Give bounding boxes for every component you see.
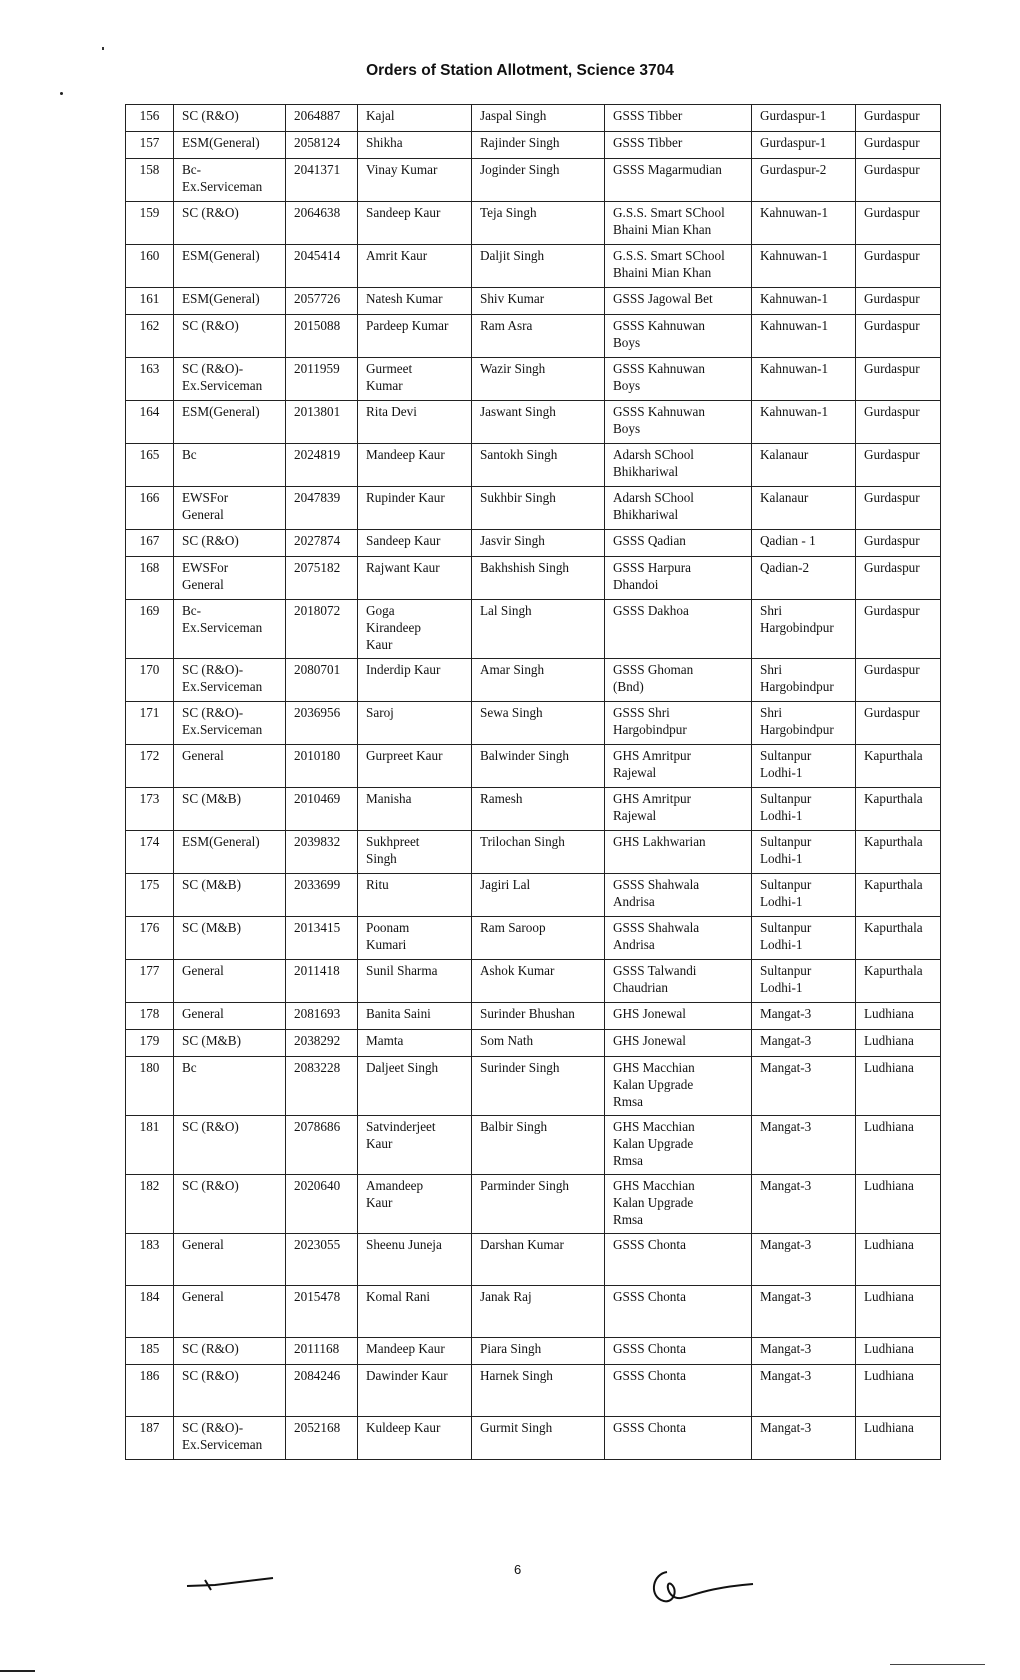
table-row (126, 288, 941, 315)
category-cell: SC (R&O) (174, 530, 286, 557)
name-cell: Gurpreet Kaur (358, 745, 472, 788)
block-cell: Mangat-3 (752, 1365, 856, 1417)
category-cell: SC (R&O)- Ex.Serviceman (174, 659, 286, 702)
roll-number-cell: 2011168 (286, 1338, 358, 1365)
father-name-cell: Harnek Singh (472, 1365, 605, 1417)
block-cell: Qadian-2 (752, 557, 856, 600)
category-cell: SC (R&O) (174, 1116, 286, 1175)
name-cell: Komal Rani (358, 1286, 472, 1338)
district-cell: Gurdaspur (856, 288, 941, 315)
block-cell: Sultanpur Lodhi-1 (752, 831, 856, 874)
district-cell: Ludhiana (856, 1003, 941, 1030)
serial-cell: 157 (126, 132, 174, 159)
allotment-table-body (126, 105, 941, 1460)
category-cell: Bc (174, 444, 286, 487)
table-row (126, 659, 941, 702)
district-cell: Ludhiana (856, 1338, 941, 1365)
district-cell: Ludhiana (856, 1030, 941, 1057)
category-cell: ESM(General) (174, 132, 286, 159)
roll-number-cell: 2041371 (286, 159, 358, 202)
edge-mark-right (890, 1664, 985, 1665)
table-row (126, 917, 941, 960)
serial-cell: 173 (126, 788, 174, 831)
father-name-cell: Wazir Singh (472, 358, 605, 401)
father-name-cell: Ram Asra (472, 315, 605, 358)
school-cell: GSSS Dakhoa (605, 600, 752, 659)
document-title: Orders of Station Allotment, Science 3704 (366, 62, 674, 79)
name-cell: Pardeep Kumar (358, 315, 472, 358)
table-row (126, 831, 941, 874)
table-row (126, 202, 941, 245)
block-cell: Gurdaspur-2 (752, 159, 856, 202)
category-cell: ESM(General) (174, 245, 286, 288)
district-cell: Kapurthala (856, 960, 941, 1003)
roll-number-cell: 2033699 (286, 874, 358, 917)
district-cell: Kapurthala (856, 788, 941, 831)
serial-cell: 169 (126, 600, 174, 659)
serial-cell: 158 (126, 159, 174, 202)
school-cell: GSSS Shahwala Andrisa (605, 917, 752, 960)
school-cell: GHS Macchian Kalan Upgrade Rmsa (605, 1116, 752, 1175)
district-cell: Kapurthala (856, 745, 941, 788)
district-cell: Gurdaspur (856, 159, 941, 202)
school-cell: GHS Macchian Kalan Upgrade Rmsa (605, 1057, 752, 1116)
roll-number-cell: 2064638 (286, 202, 358, 245)
name-cell: Sunil Sharma (358, 960, 472, 1003)
serial-cell: 181 (126, 1116, 174, 1175)
district-cell: Ludhiana (856, 1234, 941, 1286)
school-cell: GSSS Harpura Dhandoi (605, 557, 752, 600)
roll-number-cell: 2075182 (286, 557, 358, 600)
school-cell: G.S.S. Smart SChool Bhaini Mian Khan (605, 202, 752, 245)
block-cell: Gurdaspur-1 (752, 105, 856, 132)
serial-cell: 183 (126, 1234, 174, 1286)
serial-cell: 164 (126, 401, 174, 444)
district-cell: Gurdaspur (856, 358, 941, 401)
district-cell: Gurdaspur (856, 659, 941, 702)
roll-number-cell: 2013415 (286, 917, 358, 960)
serial-cell: 172 (126, 745, 174, 788)
allotment-table (125, 104, 941, 1460)
table-row (126, 315, 941, 358)
roll-number-cell: 2013801 (286, 401, 358, 444)
category-cell: SC (R&O) (174, 105, 286, 132)
serial-cell: 187 (126, 1417, 174, 1460)
father-name-cell: Balwinder Singh (472, 745, 605, 788)
block-cell: Sultanpur Lodhi-1 (752, 917, 856, 960)
school-cell: Adarsh SChool Bhikhariwal (605, 444, 752, 487)
district-cell: Gurdaspur (856, 202, 941, 245)
category-cell: General (174, 745, 286, 788)
father-name-cell: Bakhshish Singh (472, 557, 605, 600)
name-cell: Daljeet Singh (358, 1057, 472, 1116)
father-name-cell: Surinder Bhushan (472, 1003, 605, 1030)
name-cell: Natesh Kumar (358, 288, 472, 315)
school-cell: GSSS Jagowal Bet (605, 288, 752, 315)
table-row (126, 444, 941, 487)
category-cell: EWSFor General (174, 557, 286, 600)
signature-left (185, 1572, 275, 1594)
table-row (126, 557, 941, 600)
roll-number-cell: 2038292 (286, 1030, 358, 1057)
district-cell: Gurdaspur (856, 105, 941, 132)
father-name-cell: Gurmit Singh (472, 1417, 605, 1460)
district-cell: Gurdaspur (856, 530, 941, 557)
name-cell: Mandeep Kaur (358, 444, 472, 487)
school-cell: G.S.S. Smart SChool Bhaini Mian Khan (605, 245, 752, 288)
roll-number-cell: 2020640 (286, 1175, 358, 1234)
table-row (126, 245, 941, 288)
name-cell: Saroj (358, 702, 472, 745)
name-cell: Mamta (358, 1030, 472, 1057)
district-cell: Gurdaspur (856, 245, 941, 288)
father-name-cell: Jagiri Lal (472, 874, 605, 917)
father-name-cell: Jaspal Singh (472, 105, 605, 132)
name-cell: Manisha (358, 788, 472, 831)
district-cell: Kapurthala (856, 874, 941, 917)
name-cell: Poonam Kumari (358, 917, 472, 960)
block-cell: Kalanaur (752, 487, 856, 530)
school-cell: GHS Lakhwarian (605, 831, 752, 874)
block-cell: Mangat-3 (752, 1116, 856, 1175)
school-cell: GSSS Magarmudian (605, 159, 752, 202)
table-row (126, 1338, 941, 1365)
roll-number-cell: 2078686 (286, 1116, 358, 1175)
table-row (126, 1286, 941, 1338)
category-cell: SC (M&B) (174, 917, 286, 960)
school-cell: Adarsh SChool Bhikhariwal (605, 487, 752, 530)
school-cell: GSSS Kahnuwan Boys (605, 358, 752, 401)
district-cell: Gurdaspur (856, 444, 941, 487)
name-cell: Gurmeet Kumar (358, 358, 472, 401)
district-cell: Ludhiana (856, 1116, 941, 1175)
father-name-cell: Joginder Singh (472, 159, 605, 202)
roll-number-cell: 2039832 (286, 831, 358, 874)
district-cell: Gurdaspur (856, 487, 941, 530)
roll-number-cell: 2036956 (286, 702, 358, 745)
category-cell: General (174, 1003, 286, 1030)
category-cell: SC (R&O)- Ex.Serviceman (174, 1417, 286, 1460)
table-row (126, 1417, 941, 1460)
block-cell: Mangat-3 (752, 1030, 856, 1057)
block-cell: Qadian - 1 (752, 530, 856, 557)
district-cell: Gurdaspur (856, 132, 941, 159)
block-cell: Sultanpur Lodhi-1 (752, 788, 856, 831)
block-cell: Sultanpur Lodhi-1 (752, 745, 856, 788)
signature-right (645, 1564, 755, 1609)
father-name-cell: Trilochan Singh (472, 831, 605, 874)
roll-number-cell: 2011418 (286, 960, 358, 1003)
father-name-cell: Teja Singh (472, 202, 605, 245)
district-cell: Gurdaspur (856, 401, 941, 444)
district-cell: Kapurthala (856, 831, 941, 874)
name-cell: Banita Saini (358, 1003, 472, 1030)
father-name-cell: Jasvir Singh (472, 530, 605, 557)
table-row (126, 358, 941, 401)
roll-number-cell: 2027874 (286, 530, 358, 557)
edge-mark-left (0, 1670, 35, 1672)
scan-dot (60, 92, 63, 95)
school-cell: GHS Macchian Kalan Upgrade Rmsa (605, 1175, 752, 1234)
table-row (126, 401, 941, 444)
roll-number-cell: 2057726 (286, 288, 358, 315)
serial-cell: 180 (126, 1057, 174, 1116)
table-row (126, 1116, 941, 1175)
serial-cell: 171 (126, 702, 174, 745)
school-cell: GHS Jonewal (605, 1003, 752, 1030)
school-cell: GSSS Shri Hargobindpur (605, 702, 752, 745)
roll-number-cell: 2064887 (286, 105, 358, 132)
father-name-cell: Sukhbir Singh (472, 487, 605, 530)
category-cell: SC (R&O) (174, 1365, 286, 1417)
category-cell: SC (M&B) (174, 788, 286, 831)
name-cell: Amrit Kaur (358, 245, 472, 288)
block-cell: Gurdaspur-1 (752, 132, 856, 159)
roll-number-cell: 2024819 (286, 444, 358, 487)
table-row (126, 105, 941, 132)
school-cell: GSSS Tibber (605, 105, 752, 132)
category-cell: SC (M&B) (174, 1030, 286, 1057)
table-row (126, 1234, 941, 1286)
table-row (126, 530, 941, 557)
name-cell: Amandeep Kaur (358, 1175, 472, 1234)
serial-cell: 185 (126, 1338, 174, 1365)
table-row (126, 1057, 941, 1116)
category-cell: SC (R&O)- Ex.Serviceman (174, 358, 286, 401)
roll-number-cell: 2084246 (286, 1365, 358, 1417)
serial-cell: 168 (126, 557, 174, 600)
school-cell: GHS Amritpur Rajewal (605, 745, 752, 788)
father-name-cell: Parminder Singh (472, 1175, 605, 1234)
category-cell: SC (R&O) (174, 202, 286, 245)
father-name-cell: Darshan Kumar (472, 1234, 605, 1286)
roll-number-cell: 2083228 (286, 1057, 358, 1116)
school-cell: GSSS Ghoman (Bnd) (605, 659, 752, 702)
block-cell: Mangat-3 (752, 1338, 856, 1365)
father-name-cell: Santokh Singh (472, 444, 605, 487)
category-cell: ESM(General) (174, 401, 286, 444)
category-cell: SC (M&B) (174, 874, 286, 917)
roll-number-cell: 2010469 (286, 788, 358, 831)
name-cell: Kajal (358, 105, 472, 132)
school-cell: GSSS Shahwala Andrisa (605, 874, 752, 917)
serial-cell: 178 (126, 1003, 174, 1030)
father-name-cell: Som Nath (472, 1030, 605, 1057)
category-cell: ESM(General) (174, 831, 286, 874)
scan-speck (102, 47, 104, 50)
district-cell: Ludhiana (856, 1417, 941, 1460)
block-cell: Shri Hargobindpur (752, 600, 856, 659)
school-cell: GHS Jonewal (605, 1030, 752, 1057)
father-name-cell: Jaswant Singh (472, 401, 605, 444)
block-cell: Mangat-3 (752, 1175, 856, 1234)
block-cell: Mangat-3 (752, 1286, 856, 1338)
school-cell: GHS Amritpur Rajewal (605, 788, 752, 831)
category-cell: General (174, 1286, 286, 1338)
school-cell: GSSS Tibber (605, 132, 752, 159)
roll-number-cell: 2011959 (286, 358, 358, 401)
father-name-cell: Piara Singh (472, 1338, 605, 1365)
table-row (126, 1365, 941, 1417)
category-cell: SC (R&O) (174, 315, 286, 358)
name-cell: Mandeep Kaur (358, 1338, 472, 1365)
roll-number-cell: 2081693 (286, 1003, 358, 1030)
father-name-cell: Lal Singh (472, 600, 605, 659)
serial-cell: 166 (126, 487, 174, 530)
name-cell: Dawinder Kaur (358, 1365, 472, 1417)
serial-cell: 165 (126, 444, 174, 487)
block-cell: Mangat-3 (752, 1003, 856, 1030)
district-cell: Kapurthala (856, 917, 941, 960)
district-cell: Ludhiana (856, 1365, 941, 1417)
block-cell: Kahnuwan-1 (752, 202, 856, 245)
serial-cell: 163 (126, 358, 174, 401)
serial-cell: 184 (126, 1286, 174, 1338)
name-cell: Ritu (358, 874, 472, 917)
block-cell: Kahnuwan-1 (752, 245, 856, 288)
school-cell: GSSS Chonta (605, 1365, 752, 1417)
serial-cell: 186 (126, 1365, 174, 1417)
table-row (126, 874, 941, 917)
category-cell: General (174, 1234, 286, 1286)
name-cell: Sheenu Juneja (358, 1234, 472, 1286)
category-cell: General (174, 960, 286, 1003)
name-cell: Rita Devi (358, 401, 472, 444)
name-cell: Rajwant Kaur (358, 557, 472, 600)
name-cell: Sandeep Kaur (358, 202, 472, 245)
roll-number-cell: 2052168 (286, 1417, 358, 1460)
roll-number-cell: 2080701 (286, 659, 358, 702)
serial-cell: 182 (126, 1175, 174, 1234)
category-cell: Bc- Ex.Serviceman (174, 600, 286, 659)
school-cell: GSSS Qadian (605, 530, 752, 557)
name-cell: Goga Kirandeep Kaur (358, 600, 472, 659)
category-cell: SC (R&O) (174, 1175, 286, 1234)
name-cell: Vinay Kumar (358, 159, 472, 202)
name-cell: Sandeep Kaur (358, 530, 472, 557)
category-cell: ESM(General) (174, 288, 286, 315)
school-cell: GSSS Talwandi Chaudrian (605, 960, 752, 1003)
roll-number-cell: 2015478 (286, 1286, 358, 1338)
block-cell: Kahnuwan-1 (752, 315, 856, 358)
category-cell: EWSFor General (174, 487, 286, 530)
serial-cell: 176 (126, 917, 174, 960)
district-cell: Gurdaspur (856, 557, 941, 600)
table-row (126, 1030, 941, 1057)
roll-number-cell: 2045414 (286, 245, 358, 288)
serial-cell: 177 (126, 960, 174, 1003)
name-cell: Rupinder Kaur (358, 487, 472, 530)
table-row (126, 132, 941, 159)
father-name-cell: Janak Raj (472, 1286, 605, 1338)
school-cell: GSSS Chonta (605, 1338, 752, 1365)
district-cell: Gurdaspur (856, 600, 941, 659)
serial-cell: 162 (126, 315, 174, 358)
father-name-cell: Balbir Singh (472, 1116, 605, 1175)
block-cell: Kalanaur (752, 444, 856, 487)
school-cell: GSSS Chonta (605, 1234, 752, 1286)
father-name-cell: Rajinder Singh (472, 132, 605, 159)
block-cell: Shri Hargobindpur (752, 659, 856, 702)
block-cell: Mangat-3 (752, 1417, 856, 1460)
table-row (126, 487, 941, 530)
district-cell: Gurdaspur (856, 315, 941, 358)
district-cell: Ludhiana (856, 1286, 941, 1338)
father-name-cell: Ram Saroop (472, 917, 605, 960)
table-row (126, 1003, 941, 1030)
father-name-cell: Shiv Kumar (472, 288, 605, 315)
category-cell: Bc (174, 1057, 286, 1116)
name-cell: Sukhpreet Singh (358, 831, 472, 874)
name-cell: Satvinderjeet Kaur (358, 1116, 472, 1175)
category-cell: SC (R&O)- Ex.Serviceman (174, 702, 286, 745)
block-cell: Shri Hargobindpur (752, 702, 856, 745)
block-cell: Mangat-3 (752, 1234, 856, 1286)
category-cell: SC (R&O) (174, 1338, 286, 1365)
name-cell: Kuldeep Kaur (358, 1417, 472, 1460)
roll-number-cell: 2010180 (286, 745, 358, 788)
table-row (126, 702, 941, 745)
roll-number-cell: 2015088 (286, 315, 358, 358)
father-name-cell: Sewa Singh (472, 702, 605, 745)
school-cell: GSSS Chonta (605, 1286, 752, 1338)
block-cell: Mangat-3 (752, 1057, 856, 1116)
roll-number-cell: 2018072 (286, 600, 358, 659)
district-cell: Gurdaspur (856, 702, 941, 745)
table-row (126, 745, 941, 788)
block-cell: Kahnuwan-1 (752, 401, 856, 444)
table-row (126, 960, 941, 1003)
block-cell: Sultanpur Lodhi-1 (752, 960, 856, 1003)
serial-cell: 160 (126, 245, 174, 288)
serial-cell: 156 (126, 105, 174, 132)
block-cell: Sultanpur Lodhi-1 (752, 874, 856, 917)
serial-cell: 167 (126, 530, 174, 557)
district-cell: Ludhiana (856, 1175, 941, 1234)
name-cell: Inderdip Kaur (358, 659, 472, 702)
serial-cell: 175 (126, 874, 174, 917)
table-row (126, 788, 941, 831)
school-cell: GSSS Kahnuwan Boys (605, 315, 752, 358)
block-cell: Kahnuwan-1 (752, 358, 856, 401)
serial-cell: 170 (126, 659, 174, 702)
page-number: 6 (514, 1562, 522, 1577)
school-cell: GSSS Kahnuwan Boys (605, 401, 752, 444)
serial-cell: 161 (126, 288, 174, 315)
father-name-cell: Ramesh (472, 788, 605, 831)
father-name-cell: Ashok Kumar (472, 960, 605, 1003)
father-name-cell: Amar Singh (472, 659, 605, 702)
school-cell: GSSS Chonta (605, 1417, 752, 1460)
category-cell: Bc- Ex.Serviceman (174, 159, 286, 202)
table-row (126, 1175, 941, 1234)
serial-cell: 159 (126, 202, 174, 245)
father-name-cell: Daljit Singh (472, 245, 605, 288)
roll-number-cell: 2023055 (286, 1234, 358, 1286)
table-row (126, 159, 941, 202)
block-cell: Kahnuwan-1 (752, 288, 856, 315)
father-name-cell: Surinder Singh (472, 1057, 605, 1116)
serial-cell: 174 (126, 831, 174, 874)
roll-number-cell: 2047839 (286, 487, 358, 530)
district-cell: Ludhiana (856, 1057, 941, 1116)
roll-number-cell: 2058124 (286, 132, 358, 159)
serial-cell: 179 (126, 1030, 174, 1057)
table-row (126, 600, 941, 659)
name-cell: Shikha (358, 132, 472, 159)
